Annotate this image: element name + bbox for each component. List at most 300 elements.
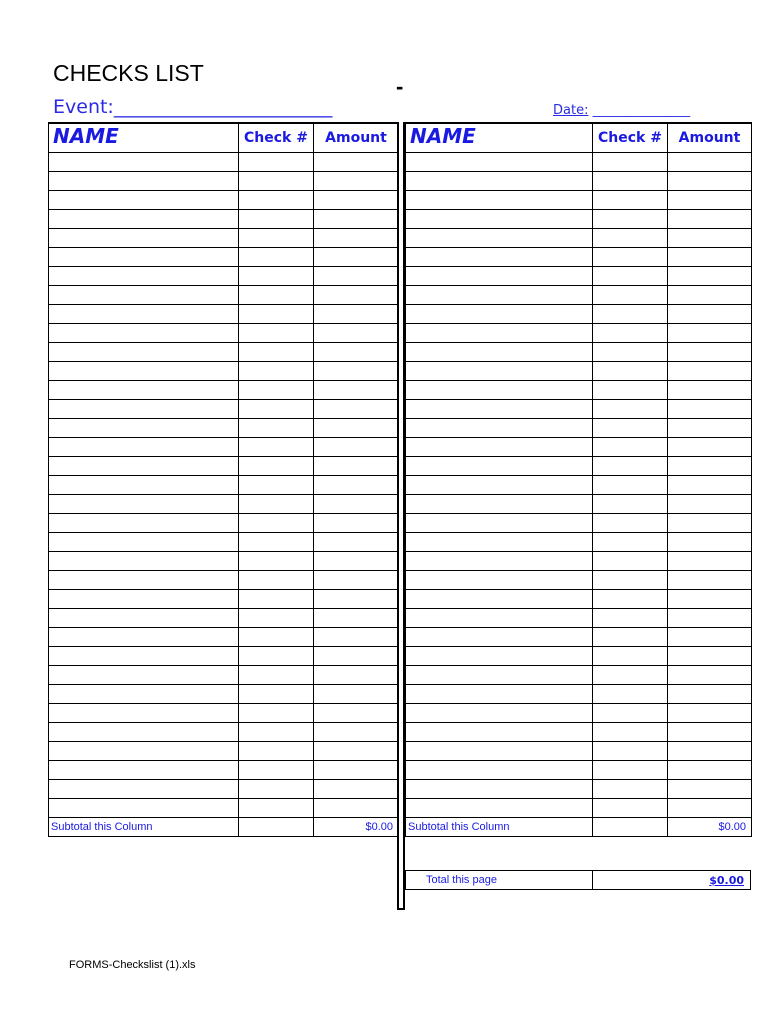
- amount-cell[interactable]: [314, 742, 399, 761]
- table-row: [49, 476, 399, 495]
- check-number-cell[interactable]: [239, 514, 314, 533]
- table-row: [406, 647, 752, 666]
- check-number-cell[interactable]: [239, 286, 314, 305]
- name-cell[interactable]: [406, 267, 593, 286]
- check-number-cell[interactable]: [239, 799, 314, 818]
- amount-cell[interactable]: [668, 210, 752, 229]
- name-cell[interactable]: [49, 780, 239, 799]
- name-cell[interactable]: [49, 647, 239, 666]
- amount-cell[interactable]: [668, 400, 752, 419]
- amount-cell[interactable]: [668, 419, 752, 438]
- name-cell[interactable]: [49, 305, 239, 324]
- amount-cell[interactable]: [314, 647, 399, 666]
- name-cell[interactable]: [406, 457, 593, 476]
- table-row: [406, 248, 752, 267]
- table-row: [49, 381, 399, 400]
- amount-cell[interactable]: [668, 609, 752, 628]
- check-number-cell[interactable]: [593, 457, 668, 476]
- name-cell[interactable]: [49, 514, 239, 533]
- table-row: [406, 362, 752, 381]
- amount-cell[interactable]: [314, 343, 399, 362]
- check-number-cell[interactable]: [593, 761, 668, 780]
- amount-cell[interactable]: [314, 172, 399, 191]
- amount-cell[interactable]: [314, 476, 399, 495]
- name-cell[interactable]: [49, 457, 239, 476]
- check-number-cell[interactable]: [593, 400, 668, 419]
- check-number-column-header: Check #: [239, 123, 314, 153]
- table-row: [406, 742, 752, 761]
- table-row: [406, 780, 752, 799]
- table-row: [49, 628, 399, 647]
- name-cell[interactable]: [49, 362, 239, 381]
- table-row: [49, 400, 399, 419]
- check-number-cell[interactable]: [593, 229, 668, 248]
- amount-cell[interactable]: [668, 324, 752, 343]
- name-cell[interactable]: [49, 723, 239, 742]
- table-row: [406, 514, 752, 533]
- amount-cell[interactable]: [314, 761, 399, 780]
- table-row: [406, 723, 752, 742]
- amount-cell[interactable]: [314, 704, 399, 723]
- table-row: [49, 210, 399, 229]
- check-number-cell[interactable]: [239, 343, 314, 362]
- table-row: [49, 514, 399, 533]
- amount-cell[interactable]: [314, 799, 399, 818]
- table-row: [49, 248, 399, 267]
- footer-filename: FORMS-Checkslist (1).xls: [69, 959, 196, 971]
- table-row: [49, 229, 399, 248]
- check-number-cell[interactable]: [593, 628, 668, 647]
- amount-cell[interactable]: [668, 628, 752, 647]
- amount-cell[interactable]: [314, 419, 399, 438]
- amount-cell[interactable]: [314, 666, 399, 685]
- name-cell[interactable]: [49, 761, 239, 780]
- table-row: [49, 552, 399, 571]
- column-divider: [397, 122, 405, 910]
- check-number-cell[interactable]: [593, 609, 668, 628]
- check-number-cell[interactable]: [593, 590, 668, 609]
- check-number-cell[interactable]: [239, 742, 314, 761]
- table-row: [406, 761, 752, 780]
- amount-cell[interactable]: [314, 153, 399, 172]
- amount-cell[interactable]: [314, 533, 399, 552]
- name-cell[interactable]: [406, 552, 593, 571]
- name-cell[interactable]: [406, 400, 593, 419]
- name-cell[interactable]: [406, 704, 593, 723]
- table-header-row: [49, 123, 399, 153]
- amount-cell[interactable]: [668, 153, 752, 172]
- amount-cell[interactable]: [668, 286, 752, 305]
- amount-cell[interactable]: [668, 457, 752, 476]
- table-row: [49, 191, 399, 210]
- check-number-cell[interactable]: [593, 286, 668, 305]
- table-row: [49, 799, 399, 818]
- name-cell[interactable]: [406, 419, 593, 438]
- check-number-cell[interactable]: [593, 172, 668, 191]
- table-header-row: [406, 123, 752, 153]
- check-number-cell[interactable]: [239, 191, 314, 210]
- name-cell[interactable]: [49, 799, 239, 818]
- table-row: [49, 267, 399, 286]
- check-number-cell[interactable]: [239, 400, 314, 419]
- subtotal-row: [406, 818, 752, 837]
- name-cell[interactable]: [406, 799, 593, 818]
- name-cell[interactable]: [49, 419, 239, 438]
- check-number-cell[interactable]: [593, 495, 668, 514]
- check-number-cell[interactable]: [593, 514, 668, 533]
- table-row: [49, 723, 399, 742]
- check-number-cell[interactable]: [593, 552, 668, 571]
- check-number-cell[interactable]: [239, 305, 314, 324]
- amount-cell[interactable]: [668, 590, 752, 609]
- amount-cell[interactable]: [314, 571, 399, 590]
- name-cell[interactable]: [49, 666, 239, 685]
- name-cell[interactable]: [406, 666, 593, 685]
- table-row: [49, 647, 399, 666]
- table-row: [49, 419, 399, 438]
- amount-cell[interactable]: [314, 628, 399, 647]
- check-number-cell[interactable]: [239, 438, 314, 457]
- name-column-header: NAME: [406, 123, 593, 153]
- name-cell[interactable]: [49, 400, 239, 419]
- table-row: [406, 590, 752, 609]
- check-number-cell[interactable]: [593, 742, 668, 761]
- amount-cell[interactable]: [314, 362, 399, 381]
- table-row: [406, 495, 752, 514]
- check-number-cell[interactable]: [239, 419, 314, 438]
- check-number-cell[interactable]: [593, 267, 668, 286]
- amount-cell[interactable]: [668, 571, 752, 590]
- table-row: [406, 172, 752, 191]
- amount-cell[interactable]: [314, 286, 399, 305]
- check-number-cell[interactable]: [593, 191, 668, 210]
- amount-cell[interactable]: [314, 438, 399, 457]
- table-row: [49, 457, 399, 476]
- amount-cell[interactable]: [668, 514, 752, 533]
- check-number-cell[interactable]: [239, 590, 314, 609]
- name-cell[interactable]: [49, 590, 239, 609]
- name-cell[interactable]: [406, 438, 593, 457]
- amount-cell[interactable]: [314, 305, 399, 324]
- check-number-cell[interactable]: [239, 685, 314, 704]
- name-cell[interactable]: [406, 514, 593, 533]
- name-cell[interactable]: [406, 343, 593, 362]
- table-row: [406, 305, 752, 324]
- amount-cell[interactable]: [668, 799, 752, 818]
- check-number-cell[interactable]: [239, 267, 314, 286]
- right-checks-table: [405, 122, 752, 837]
- name-cell[interactable]: [406, 628, 593, 647]
- left-checks-table: [48, 122, 399, 837]
- total-separator: [592, 871, 593, 889]
- name-cell[interactable]: [406, 191, 593, 210]
- header-dash: -: [396, 74, 404, 99]
- name-cell[interactable]: [406, 172, 593, 191]
- table-row: [49, 590, 399, 609]
- name-cell[interactable]: [406, 286, 593, 305]
- amount-cell[interactable]: [668, 647, 752, 666]
- name-cell[interactable]: [49, 571, 239, 590]
- table-row: [406, 552, 752, 571]
- table-row: [406, 229, 752, 248]
- event-label: Event:: [53, 96, 114, 118]
- name-cell[interactable]: [49, 552, 239, 571]
- table-row: [406, 153, 752, 172]
- table-row: [49, 362, 399, 381]
- amount-cell[interactable]: [314, 400, 399, 419]
- name-cell[interactable]: [49, 742, 239, 761]
- amount-cell[interactable]: [314, 685, 399, 704]
- subtotal-label: Subtotal this Column: [49, 818, 239, 837]
- name-cell[interactable]: [406, 476, 593, 495]
- table-row: [406, 267, 752, 286]
- amount-cell[interactable]: [314, 457, 399, 476]
- name-cell[interactable]: [49, 533, 239, 552]
- table-row: [49, 780, 399, 799]
- name-column-header: NAME: [49, 123, 239, 153]
- name-cell[interactable]: [49, 438, 239, 457]
- check-number-cell[interactable]: [593, 476, 668, 495]
- name-cell[interactable]: [406, 761, 593, 780]
- table-row: [49, 172, 399, 191]
- amount-cell[interactable]: [668, 723, 752, 742]
- check-number-cell[interactable]: [239, 552, 314, 571]
- table-row: [406, 191, 752, 210]
- name-cell[interactable]: [406, 723, 593, 742]
- event-field[interactable]: [53, 96, 332, 118]
- table-row: [406, 704, 752, 723]
- name-cell[interactable]: [406, 495, 593, 514]
- name-cell[interactable]: [49, 153, 239, 172]
- amount-cell[interactable]: [668, 267, 752, 286]
- table-row: [406, 476, 752, 495]
- check-number-cell[interactable]: [593, 799, 668, 818]
- name-cell[interactable]: [406, 571, 593, 590]
- amount-cell[interactable]: [314, 229, 399, 248]
- amount-cell[interactable]: [668, 704, 752, 723]
- amount-cell[interactable]: [668, 552, 752, 571]
- name-cell[interactable]: [406, 609, 593, 628]
- amount-cell[interactable]: [668, 172, 752, 191]
- check-number-cell[interactable]: [239, 172, 314, 191]
- check-number-cell[interactable]: [239, 628, 314, 647]
- table-row: [406, 628, 752, 647]
- table-row: [49, 685, 399, 704]
- name-cell[interactable]: [49, 324, 239, 343]
- table-row: [49, 324, 399, 343]
- table-row: [406, 571, 752, 590]
- check-number-cell[interactable]: [239, 476, 314, 495]
- amount-cell[interactable]: [314, 609, 399, 628]
- amount-cell[interactable]: [668, 248, 752, 267]
- table-row: [406, 799, 752, 818]
- page-title: CHECKS LIST: [53, 60, 204, 86]
- check-number-cell[interactable]: [593, 248, 668, 267]
- table-row: [49, 533, 399, 552]
- name-cell[interactable]: [49, 267, 239, 286]
- check-number-cell[interactable]: [593, 780, 668, 799]
- amount-cell[interactable]: [668, 495, 752, 514]
- check-number-cell[interactable]: [593, 685, 668, 704]
- name-cell[interactable]: [49, 704, 239, 723]
- check-number-cell[interactable]: [593, 210, 668, 229]
- check-number-cell[interactable]: [593, 381, 668, 400]
- check-number-cell[interactable]: [239, 495, 314, 514]
- check-number-cell[interactable]: [239, 609, 314, 628]
- amount-cell[interactable]: [668, 362, 752, 381]
- total-row: [405, 870, 751, 890]
- amount-column-header: Amount: [668, 123, 752, 153]
- name-cell[interactable]: [406, 780, 593, 799]
- name-cell[interactable]: [406, 381, 593, 400]
- date-blank-line: _______________: [592, 103, 691, 118]
- check-number-cell[interactable]: [593, 419, 668, 438]
- table-row: [49, 761, 399, 780]
- name-cell[interactable]: [406, 324, 593, 343]
- table-row: [406, 286, 752, 305]
- check-number-cell[interactable]: [239, 666, 314, 685]
- amount-cell[interactable]: [668, 438, 752, 457]
- amount-cell[interactable]: [668, 229, 752, 248]
- amount-cell[interactable]: [668, 343, 752, 362]
- amount-cell[interactable]: [314, 780, 399, 799]
- table-row: [406, 210, 752, 229]
- name-cell[interactable]: [49, 172, 239, 191]
- check-number-cell[interactable]: [593, 153, 668, 172]
- name-cell[interactable]: [49, 628, 239, 647]
- check-number-cell[interactable]: [239, 153, 314, 172]
- amount-cell[interactable]: [668, 685, 752, 704]
- table-row: [406, 438, 752, 457]
- subtotal-check-cell: [239, 818, 314, 837]
- check-number-cell[interactable]: [239, 533, 314, 552]
- name-cell[interactable]: [49, 381, 239, 400]
- check-number-cell[interactable]: [239, 571, 314, 590]
- check-number-cell[interactable]: [239, 324, 314, 343]
- amount-cell[interactable]: [668, 476, 752, 495]
- amount-cell[interactable]: [668, 742, 752, 761]
- table-row: [49, 571, 399, 590]
- amount-cell[interactable]: [314, 381, 399, 400]
- check-number-cell[interactable]: [593, 438, 668, 457]
- subtotal-check-cell: [593, 818, 668, 837]
- check-number-cell[interactable]: [239, 229, 314, 248]
- name-cell[interactable]: [49, 495, 239, 514]
- amount-cell[interactable]: [314, 210, 399, 229]
- amount-cell[interactable]: [314, 514, 399, 533]
- check-number-cell[interactable]: [593, 723, 668, 742]
- subtotal-row: [49, 818, 399, 837]
- check-number-cell[interactable]: [593, 533, 668, 552]
- check-number-column-header: Check #: [593, 123, 668, 153]
- check-number-cell[interactable]: [239, 381, 314, 400]
- check-number-cell[interactable]: [593, 647, 668, 666]
- name-cell[interactable]: [49, 248, 239, 267]
- name-cell[interactable]: [49, 609, 239, 628]
- check-number-cell[interactable]: [239, 723, 314, 742]
- table-row: [49, 495, 399, 514]
- table-row: [49, 609, 399, 628]
- check-number-cell[interactable]: [239, 457, 314, 476]
- total-value: $0.00: [709, 874, 744, 887]
- check-number-cell[interactable]: [593, 571, 668, 590]
- table-row: [406, 609, 752, 628]
- amount-cell[interactable]: [668, 761, 752, 780]
- check-number-cell[interactable]: [593, 704, 668, 723]
- check-number-cell[interactable]: [239, 780, 314, 799]
- check-number-cell[interactable]: [593, 305, 668, 324]
- table-row: [406, 381, 752, 400]
- table-row: [49, 153, 399, 172]
- check-number-cell[interactable]: [239, 704, 314, 723]
- name-cell[interactable]: [49, 685, 239, 704]
- date-field[interactable]: [553, 103, 690, 118]
- check-number-cell[interactable]: [593, 362, 668, 381]
- check-number-cell[interactable]: [239, 210, 314, 229]
- name-cell[interactable]: [49, 191, 239, 210]
- check-number-cell[interactable]: [239, 248, 314, 267]
- date-label: Date:: [553, 103, 589, 118]
- amount-cell[interactable]: [314, 552, 399, 571]
- amount-cell[interactable]: [314, 267, 399, 286]
- name-cell[interactable]: [406, 685, 593, 704]
- name-cell[interactable]: [406, 229, 593, 248]
- amount-cell[interactable]: [668, 780, 752, 799]
- table-row: [406, 533, 752, 552]
- amount-cell[interactable]: [314, 590, 399, 609]
- check-number-cell[interactable]: [593, 666, 668, 685]
- table-row: [406, 685, 752, 704]
- name-cell[interactable]: [406, 153, 593, 172]
- name-cell[interactable]: [406, 210, 593, 229]
- name-cell[interactable]: [406, 533, 593, 552]
- check-number-cell[interactable]: [593, 324, 668, 343]
- check-number-cell[interactable]: [239, 761, 314, 780]
- name-cell[interactable]: [406, 590, 593, 609]
- check-number-cell[interactable]: [593, 343, 668, 362]
- name-cell[interactable]: [49, 286, 239, 305]
- table-row: [49, 305, 399, 324]
- amount-cell[interactable]: [668, 305, 752, 324]
- name-cell[interactable]: [49, 210, 239, 229]
- amount-cell[interactable]: [314, 723, 399, 742]
- amount-column-header: Amount: [314, 123, 399, 153]
- name-cell[interactable]: [406, 305, 593, 324]
- name-cell[interactable]: [49, 343, 239, 362]
- check-number-cell[interactable]: [239, 362, 314, 381]
- name-cell[interactable]: [406, 248, 593, 267]
- total-label: Total this page: [426, 874, 497, 886]
- table-row: [406, 400, 752, 419]
- name-cell[interactable]: [49, 229, 239, 248]
- name-cell[interactable]: [406, 742, 593, 761]
- amount-cell[interactable]: [314, 324, 399, 343]
- table-row: [406, 324, 752, 343]
- table-row: [49, 343, 399, 362]
- amount-cell[interactable]: [314, 495, 399, 514]
- amount-cell[interactable]: [668, 666, 752, 685]
- subtotal-label: Subtotal this Column: [406, 818, 593, 837]
- check-number-cell[interactable]: [239, 647, 314, 666]
- amount-cell[interactable]: [668, 533, 752, 552]
- amount-cell[interactable]: [668, 191, 752, 210]
- name-cell[interactable]: [49, 476, 239, 495]
- amount-cell[interactable]: [314, 248, 399, 267]
- amount-cell[interactable]: [668, 381, 752, 400]
- name-cell[interactable]: [406, 362, 593, 381]
- amount-cell[interactable]: [314, 191, 399, 210]
- name-cell[interactable]: [406, 647, 593, 666]
